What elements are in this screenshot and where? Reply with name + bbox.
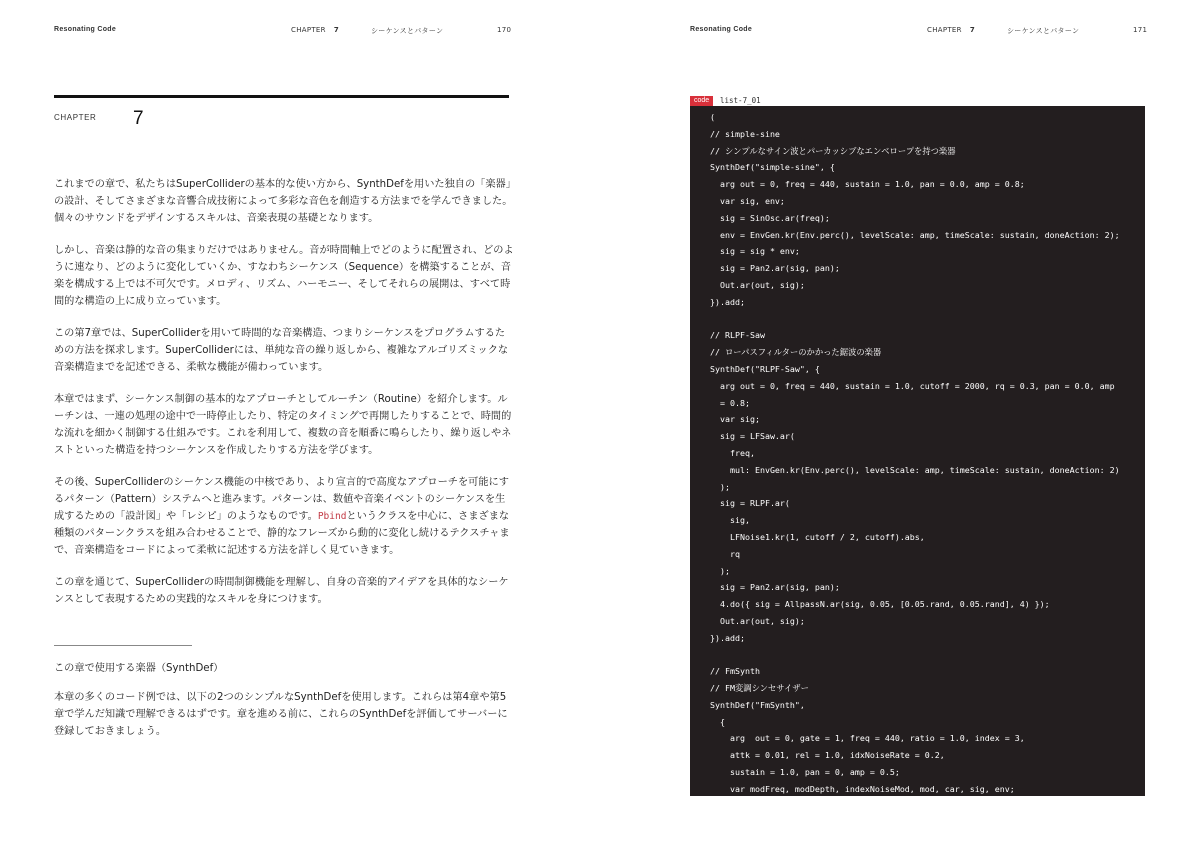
paragraph: 本章ではまず、シーケンス制御の基本的なアプローチとしてルーチン（Routine）を紹介します。ルーチンは、一連の処理の途中で一時停止したり、特定のタイミングで再開したりすることで、時間的な流れを細かく制御する仕組みです。これを利用して、複数の音を順番に鳴らしたり、繰り返しやネストといった構造を持つシーケンスを作成したりする方法を学びます。 bbox=[54, 394, 512, 456]
code-line: ); bbox=[710, 565, 730, 576]
chapter-intro bbox=[54, 176, 514, 623]
running-title: Resonating Code bbox=[690, 26, 753, 33]
code-line: // FmSynth bbox=[710, 666, 760, 677]
code-line: var sig; bbox=[710, 414, 760, 425]
paragraph-text: その後、SuperColliderのシーケンス機能の中核であり、より宣言的で高度なアプローチを可能にするパターン（Pattern）システムへと進みます。パターンは、数値や音楽イベントのシーケンスを生成するための「設計図」や「レシピ」のようなものです。 bbox=[54, 477, 509, 522]
running-section-title: シーケンスとパターン bbox=[371, 27, 444, 35]
code-line: arg out = 0, gate = 1, freq = 440, ratio = 1.0, index = 3, bbox=[710, 733, 1025, 744]
chapter-heading-number: 7 bbox=[133, 108, 144, 129]
paragraph: しかし、音楽は静的な音の集まりだけではありません。音が時間軸上でどのように配置され、どのように連なり、どのように変化していくか、すなわちシーケンス（Sequence）を構築することが、音楽を構成する上では不可欠です。メロディ、リズム、ハーモニー、そしてそれらの展開は、すべて時間的な構造の上に成り立っています。 bbox=[54, 245, 514, 307]
code-line: // シンプルなサイン波とパーカッシブなエンベロープを持つ楽器 bbox=[710, 145, 956, 156]
section-body bbox=[54, 689, 514, 740]
code-line: // FM変調シンセサイザー bbox=[710, 683, 809, 694]
page-number: 171 bbox=[1133, 26, 1148, 34]
paragraph-text: というクラスを中心に、さまざまな種類のパターンクラスを組み合わせることで、静的なフレーズから動的に変化し続けるテクスチャまで、音楽構造をコードによって柔軟に記述する方法を詳しく見ていきます。 bbox=[54, 511, 510, 556]
code-line: SynthDef("RLPF-Saw", { bbox=[710, 363, 820, 374]
code-line: var sig, env; bbox=[710, 195, 785, 206]
code-line bbox=[710, 311, 1120, 328]
code-line: env = EnvGen.kr(Env.perc(), levelScale: amp, timeScale: sustain, doneAction: 2); bbox=[710, 229, 1120, 240]
section-subheading: この章で使用する楽器（SynthDef） bbox=[54, 663, 224, 674]
code-line: sig = Pan2.ar(sig, pan); bbox=[710, 263, 840, 274]
code-line: sig = LFSaw.ar( bbox=[710, 431, 795, 442]
running-chapter-number: 7 bbox=[969, 26, 975, 34]
paragraph: この章を通じて、SuperColliderの時間制御機能を理解し、自身の音楽的アイデアを具体的なシーケンスとして表現するための実践的なスキルを身につけます。 bbox=[54, 577, 509, 605]
code-line: sustain = 1.0, pan = 0, amp = 0.5; bbox=[710, 767, 900, 778]
running-chapter-word: CHAPTER bbox=[291, 26, 326, 34]
code-line: // RLPF-Saw bbox=[710, 330, 765, 341]
code-line: = 0.8; bbox=[710, 397, 750, 408]
code-line: sig = sig * env; bbox=[710, 246, 800, 257]
code-listing-name: list-7_01 bbox=[720, 96, 761, 105]
code-line: sig, bbox=[710, 515, 750, 526]
paragraph: この第7章では、SuperColliderを用いて時間的な音楽構造、つまりシーケンスをプログラムするための方法を探求します。SuperColliderには、単純な音の繰り返しから、複雑なアルゴリズミックな音楽構造までを記述できる、柔軟な機能が備わっています。 bbox=[54, 328, 509, 373]
code-line: freq, bbox=[710, 447, 755, 458]
chapter-heading-label: CHAPTER bbox=[54, 113, 97, 122]
code-line: LFNoise1.kr(1, cutoff / 2, cutoff).abs, bbox=[710, 531, 925, 542]
code-line: ( bbox=[710, 112, 715, 122]
code-line: Out.ar(out, sig); bbox=[710, 615, 805, 626]
code-line: SynthDef("simple-sine", { bbox=[710, 162, 835, 173]
code-line: 4.do({ sig = AllpassN.ar(sig, 0.05, [0.05.rand, 0.05.rand], 4) }); bbox=[710, 599, 1050, 610]
code-line bbox=[710, 647, 1120, 664]
code-line: sig = RLPF.ar( bbox=[710, 498, 790, 509]
running-chapter bbox=[291, 26, 339, 34]
code-line: SynthDef("FmSynth", bbox=[710, 699, 805, 710]
code-line: sig = SinOsc.ar(freq); bbox=[710, 212, 830, 223]
code-line: }).add; bbox=[710, 632, 745, 643]
running-chapter-word: CHAPTER bbox=[927, 26, 962, 34]
code-line: ); bbox=[710, 481, 730, 492]
section-divider bbox=[54, 645, 192, 646]
code-line: attk = 0.01, rel = 1.0, idxNoiseRate = 0.2, bbox=[710, 750, 945, 761]
running-chapter bbox=[927, 26, 975, 34]
code-line: // ローパスフィルターのかかった鋸波の楽器 bbox=[710, 347, 882, 358]
code-line: var modFreq, modDepth, indexNoiseMod, mod, car, sig, env; bbox=[710, 783, 1015, 794]
paragraph: これまでの章で、私たちはSuperColliderの基本的な使い方から、SynthDefを用いた独自の「楽器」の設計、そしてさまざまな音響合成技術によって多彩な音色を創造する方法までを学んできました。個々のサウンドをデザインするスキルは、音楽表現の基礎となります。 bbox=[54, 179, 513, 224]
paragraph: 本章の多くのコード例では、以下の2つのシンプルなSynthDefを使用します。これらは第4章や第5章で学んだ知識で理解できるはずです。章を進める前に、これらのSynthDefを評価してサーバーに登録しておきましょう。 bbox=[54, 692, 508, 737]
code-line: { bbox=[710, 716, 725, 727]
code-line: sig = Pan2.ar(sig, pan); bbox=[710, 582, 840, 593]
code-listing bbox=[710, 109, 1120, 798]
code-line: arg out = 0, freq = 440, sustain = 1.0, pan = 0.0, amp = 0.8; bbox=[710, 179, 1025, 190]
page-number: 170 bbox=[497, 26, 512, 34]
code-line: rq bbox=[710, 548, 740, 559]
code-line: // simple-sine bbox=[710, 128, 780, 139]
running-section-title: シーケンスとパターン bbox=[1007, 27, 1080, 35]
running-title: Resonating Code bbox=[54, 26, 117, 33]
code-line: }).add; bbox=[710, 296, 745, 307]
running-chapter-number: 7 bbox=[333, 26, 339, 34]
paragraph bbox=[54, 474, 514, 559]
code-line: Out.ar(out, sig); bbox=[710, 279, 805, 290]
code-tag-badge: code bbox=[690, 96, 713, 106]
code-line: mul: EnvGen.kr(Env.perc(), levelScale: amp, timeScale: sustain, doneAction: 2) bbox=[710, 464, 1120, 475]
inline-code-pbind: Pbind bbox=[317, 511, 347, 522]
chapter-rule bbox=[54, 95, 509, 98]
code-line: arg out = 0, freq = 440, sustain = 1.0, cutoff = 2000, rq = 0.3, pan = 0.0, amp bbox=[710, 380, 1115, 391]
